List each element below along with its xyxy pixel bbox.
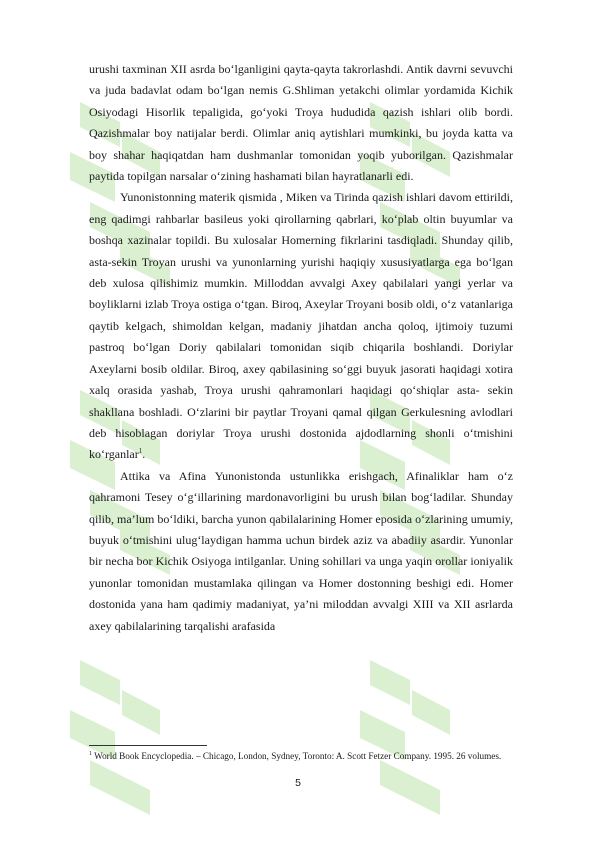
- paragraph-end: .: [142, 447, 146, 462]
- watermark-logo-icon: [350, 650, 480, 820]
- footnote-reference[interactable]: 1: [138, 447, 143, 456]
- body-text: [89, 59, 513, 637]
- footnote: [89, 750, 519, 762]
- paragraph: [89, 187, 513, 465]
- footnote-text: World Book Encyclopedia. – Chicago, London, Sydney, Toronto: A. Scott Fetzer Company. 1995. 26 volumes.: [92, 751, 502, 761]
- paragraph-text: Yunonistonning materik qismida , Miken va Tirinda qazish ishlari davom ettirildi, eng qadimgi rahbarlar basileus yoki qirollarning qabrlari, ko‘plab oltin buyumlar va boshqa xazinalar topildi. Bu xulosalar Homerning fikrlarini tasdiqladi. Shunday qilib, asta-sekin Troyan urushi va yunonlarning yurishi haqiqiy xususiyatlarga ega bo‘lgan deb xulosa qilishimiz mumkin. Milloddan avvalgi Axey qabilalari yangi yerlar va boyliklarni izlab Troya ostiga o‘tgan. Biroq, Axeylar Troyani bosib oldi, o‘z vatanlariga qaytib kelgach, shimoldan kelgan, madaniy jihatdan ancha qoloq, ijtimoiy tuzumi pastroq bo‘lgan Doriy qabilalari tomonidan siqib chiqarila boshlandi. Doriylar Axeylarni bosib oldilar. Biroq, axey qabilasining so‘ggi buyuk jasorati haqidagi xotira xalq orasida yashab, Troya urushi qahramonlari haqidagi qo‘shiqlar asta- sekin shakllana boshladi. O‘zlarini bir paytlar Troyani qamal qilgan Gerkulesning avlodlari deb hisoblagan doriylar Troya urushi dostonida ajdodlarning shonli o‘tmishini ko‘rganlar: [89, 190, 513, 462]
- page-number: 5: [295, 777, 301, 789]
- paragraph: urushi taxminan XII asrda bo‘lganligini qayta-qayta takrorlashdi. Antik davrni sevuvchi va juda badavlat odam bo‘lgan nemis G.Shliman yetakchi olimlar yordamida Kichik Osiyodagi Hisorlik tepaligida, go‘yoki Troya hududida qazish ishlari olib bordi. Qazishmalar boy natijalar berdi. Olimlar aniq aytishlari mumkinki, bu joyda katta va boy shahar haqiqatdan ham dushmanlar tomonidan yoqib yuborilgan. Qazishmalar paytida topilgan narsalar o‘zining hashamati bilan hayratlanarli edi.: [89, 62, 513, 184]
- watermark-logo-icon: [60, 650, 190, 820]
- paragraph: Attika va Afina Yunonistonda ustunlikka erishgach, Afinaliklar ham o‘z qahramoni Tesey o‘g‘illarining mardonavorligini bu urush bilan bog‘ladilar. Shunday qilib, ma’lum bo‘ldiki, barcha yunon qabilalarining Homer eposida o‘zlarining umumiy, buyuk o‘tmishini ulug‘laydigan hamma uchun birdek aziz va abadiiy asardir. Yunonlar bir necha bor Kichik Osiyoga intilganlar. Uning sohillari va unga yaqin orollar ioniyalik yunonlar tomonidan mustamlaka qilingan va Homer dostonning beshigi edi. Homer dostonida yana ham qadimiy madaniyat, ya’ni miloddan avvalgi XIII va XII asrlarda axey qabilalarining tarqalishi arafasida: [89, 468, 513, 633]
- footnote-mark: 1: [89, 750, 92, 757]
- footnote-separator: [89, 745, 207, 746]
